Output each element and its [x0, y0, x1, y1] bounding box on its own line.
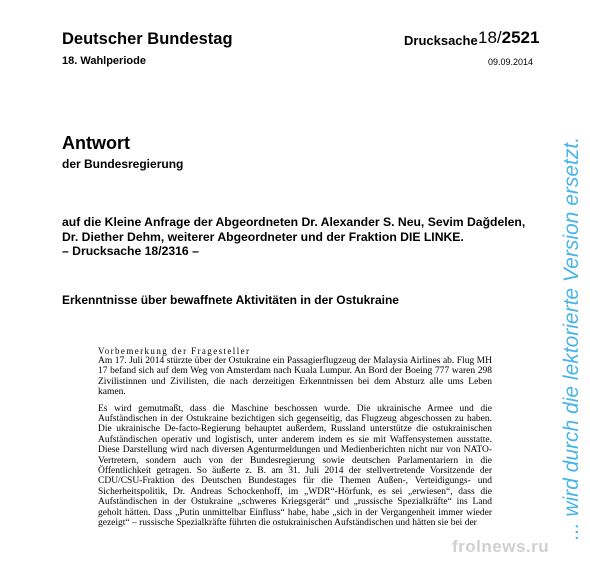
drucksache-number: [478, 28, 539, 48]
anfrage-line: auf die Kleine Anfrage der Abgeordneten Dr. Alexander S. Neu, Sevim Dağdelen,: [62, 215, 526, 229]
drucksache-label: Drucksache: [404, 33, 478, 48]
vorbemerkung-body: [98, 356, 492, 535]
body-paragraph: Es wird gemutmaßt, dass die Maschine beschossen wurde. Die ukrainische Armee und die Aufständischen in der Ostukraine bezichtigen sich gegenseitig, das Flugzeug abgeschossen zu haben. Die ukrainische De-facto-Regierung behauptet außerdem, Russland unterstütze die ostukrainischen Aufständischen operativ und logistisch, unter anderem indem es sie mit Waffensystemen ausstatte. Diese Darstellung wird nach diversen Agenturmeldungen und Medienberichten nicht nur von NATO-Vertretern, sondern auch von der Bundesregierung sowie deutschen Parlamentariern in die Öffentlichkeit getragen. So äußerte z. B. am 31. Juli 2014 der stellvertretende Vorsitzende der CDU/CSU-Fraktion des Deutschen Bundestages für die Themen Außen-, Verteidigungs- und Sicherheitspolitik, Dr. Andreas Schockenhoff, im „WDR“-Hörfunk, es sei „erwiesen“, dass die Aufständischen in der Ostukraine „schweres Kriegsgerät“ und „russische Spezialkräfte“ ins Land geholt hätten. Dass „Putin unmittelbar Einfluss“ habe, habe „sich in der Vergangenheit immer wieder gezeigt“ – russische Spezialkräfte führten die ostukrainischen Aufständischen und hätten sie bei der: [98, 403, 492, 529]
document-subtitle: der Bundesregierung: [62, 157, 184, 171]
drucksache-number-value: 2521: [501, 28, 540, 47]
anfrage-reference: [62, 215, 532, 259]
vorbemerkung-heading: Vorbemerkung der Fragesteller: [98, 346, 251, 356]
document-date: 09.09.2014: [488, 57, 534, 67]
watermark: frolnews.ru: [452, 537, 550, 556]
drucksache-prefix: 18/: [478, 28, 502, 47]
wahlperiode: 18. Wahlperiode: [62, 55, 146, 67]
document-title: Antwort: [62, 133, 130, 153]
side-note: ... wird durch die lektorierte Version ersetzt.: [560, 136, 583, 540]
anfrage-line: – Drucksache 18/2316 –: [62, 244, 199, 258]
topic-heading: Erkenntnisse über bewaffnete Aktivitäten in der Ostukraine: [62, 293, 399, 307]
organization-name: Deutscher Bundestag: [62, 30, 233, 48]
anfrage-line: Dr. Diether Dehm, weiterer Abgeordneter und der Fraktion DIE LINKE.: [62, 229, 464, 244]
body-paragraph: Am 17. Juli 2014 stürzte über der Ostukraine ein Passagierflugzeug der Malaysia Airlines ab. Flug MH 17 befand sich auf dem Weg von Amsterdam nach Kuala Lumpur. An Bord der Boeing 777 waren 298 Zivilistinnen und Zivilisten, die nach derzeitigen Erkenntnissen bei dem Absturz alle ums Leben kamen.: [98, 356, 492, 398]
